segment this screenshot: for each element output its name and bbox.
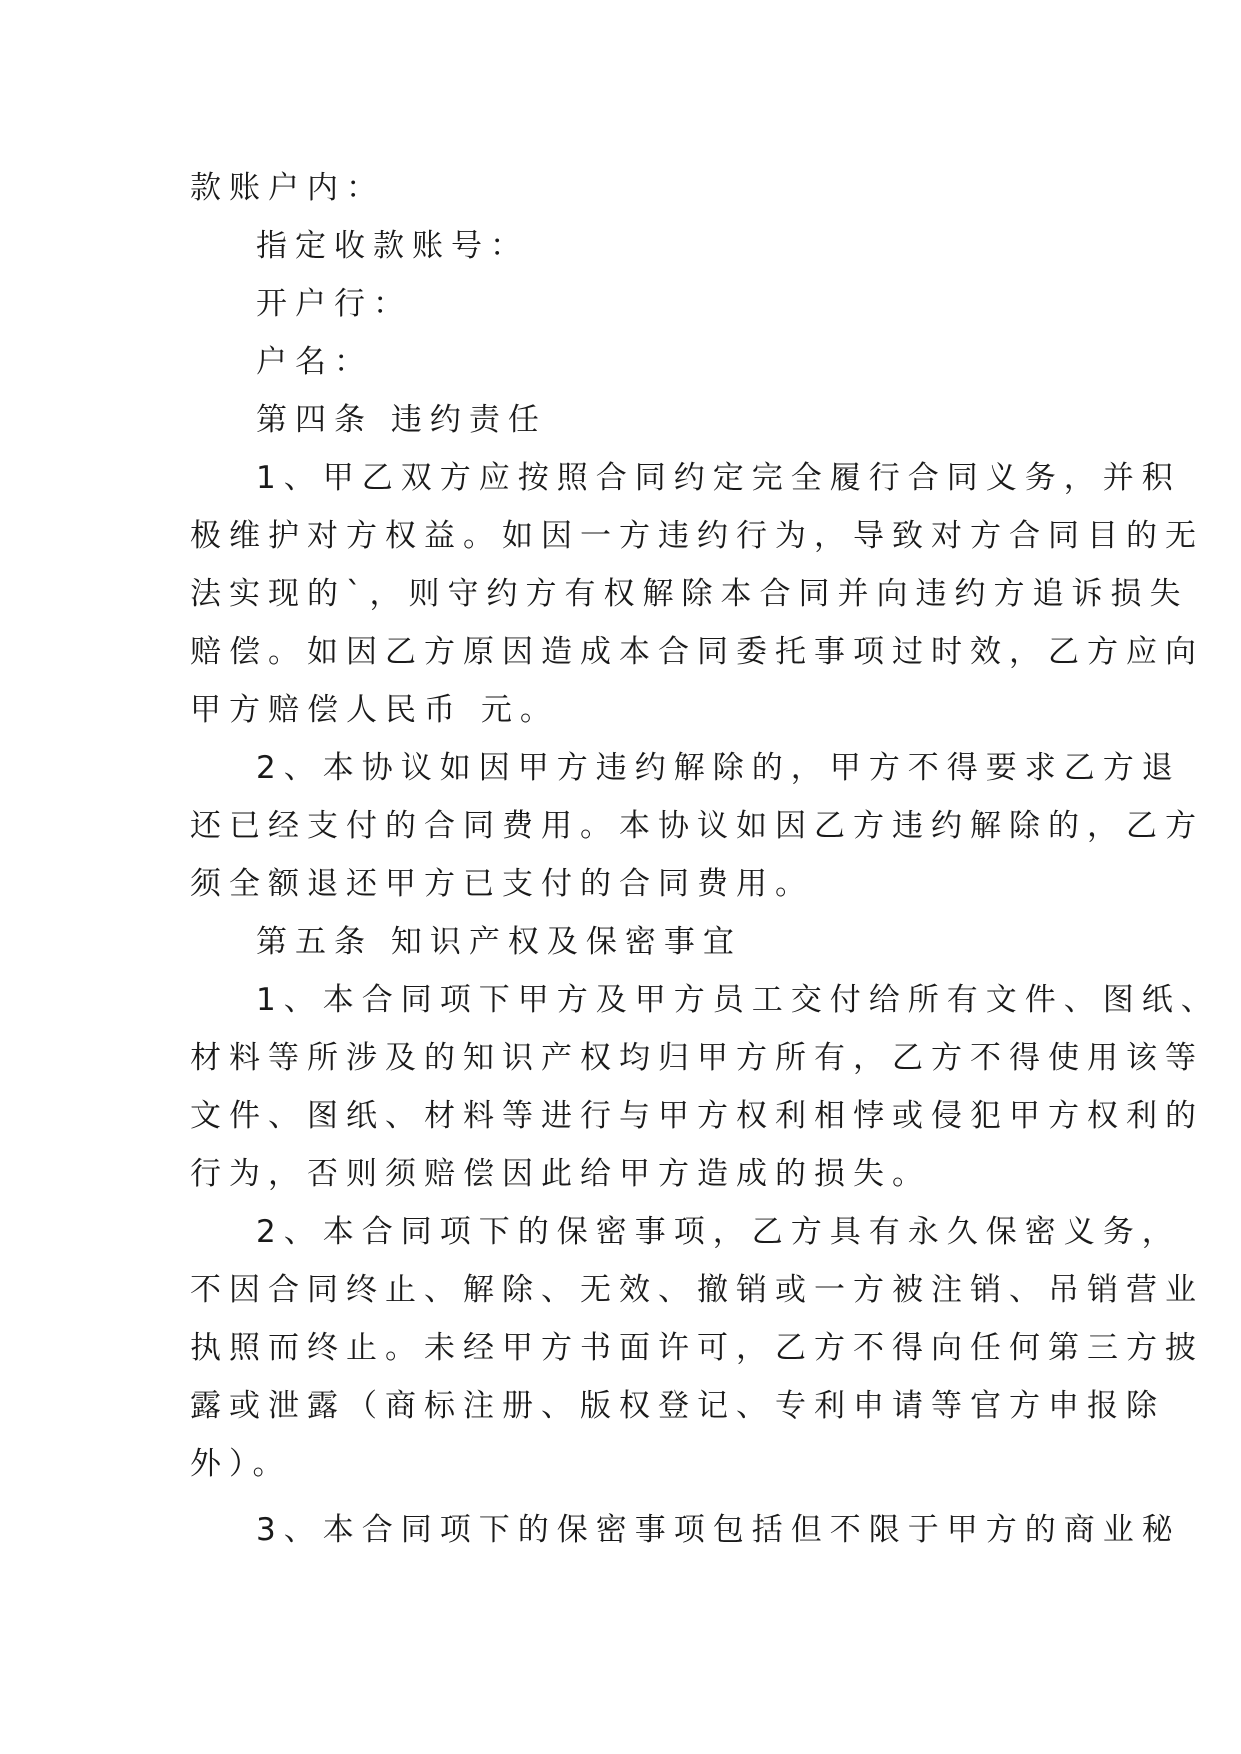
section-heading: 第五条 知识产权及保密事宜 bbox=[256, 924, 742, 960]
text-line: 赔偿。如因乙方原因造成本合同委托事项过时效，乙方应向 bbox=[190, 634, 1204, 670]
text-line: 还已经支付的合同费用。本协议如因乙方违约解除的，乙方 bbox=[190, 808, 1204, 844]
text-line: 1、甲乙双方应按照合同约定完全履行合同义务，并积 bbox=[256, 460, 1181, 496]
text-line: 指定收款账号： bbox=[256, 228, 529, 264]
text-line: 外）。 bbox=[190, 1446, 292, 1482]
text-line: 户名： bbox=[256, 344, 373, 380]
text-line: 行为，否则须赔偿因此给甲方造成的损失。 bbox=[190, 1156, 931, 1192]
text-line: 露或泄露（商标注册、版权登记、专利申请等官方申报除 bbox=[190, 1388, 1165, 1424]
text-line: 文件、图纸、材料等进行与甲方权利相悖或侵犯甲方权利的 bbox=[190, 1098, 1204, 1134]
text-line: 3、本合同项下的保密事项包括但不限于甲方的商业秘 bbox=[256, 1512, 1181, 1548]
text-line: 1、本合同项下甲方及甲方员工交付给所有文件、图纸、 bbox=[256, 982, 1220, 1018]
text-line: 2、本协议如因甲方违约解除的，甲方不得要求乙方退 bbox=[256, 750, 1181, 786]
text-line: 甲方赔偿人民币 元。 bbox=[190, 692, 559, 728]
text-line: 款账户内： bbox=[190, 170, 385, 206]
text-line: 不因合同终止、解除、无效、撤销或一方被注销、吊销营业 bbox=[190, 1272, 1204, 1308]
text-line: 材料等所涉及的知识产权均归甲方所有，乙方不得使用该等 bbox=[190, 1040, 1204, 1076]
text-line: 极维护对方权益。如因一方违约行为，导致对方合同目的无 bbox=[190, 518, 1204, 554]
text-line: 执照而终止。未经甲方书面许可，乙方不得向任何第三方披 bbox=[190, 1330, 1204, 1366]
text-line: 开户行： bbox=[256, 286, 412, 322]
text-line: 法实现的`，则守约方有权解除本合同并向违约方追诉损失 bbox=[190, 576, 1189, 612]
text-line: 2、本合同项下的保密事项，乙方具有永久保密义务， bbox=[256, 1214, 1181, 1250]
section-heading: 第四条 违约责任 bbox=[256, 402, 547, 438]
text-line: 须全额退还甲方已支付的合同费用。 bbox=[190, 866, 814, 902]
